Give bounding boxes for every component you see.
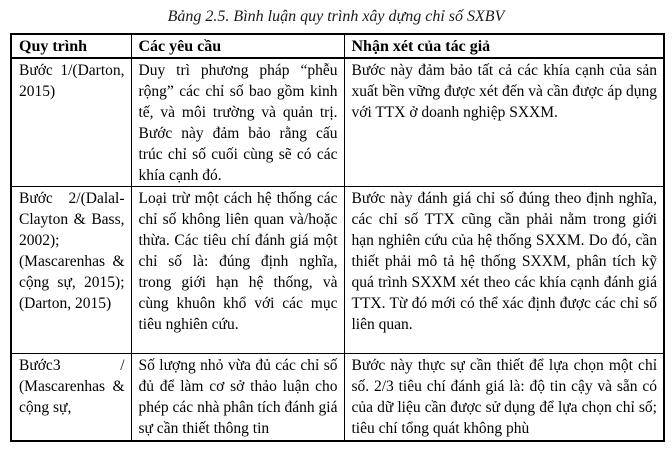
column-header-comments: Nhận xét của tác giả (344, 34, 664, 58)
column-header-process: Quy trình (11, 34, 131, 58)
table-row (11, 187, 664, 354)
cell-comments: Bước này đảm bảo tất cả các khía cạnh của sản xuất bền vững được xét đến và cần được áp dụng với TTX ở doanh nghiệp SXXM. (344, 58, 664, 187)
table-header-row (11, 34, 664, 58)
table-row (11, 58, 664, 187)
cell-process: Bước3 / (Mascarenhas & cộng sự, (11, 354, 131, 441)
cell-requirements: Duy trì phương pháp “phễu rộng” các chỉ số bao gồm kinh tế, và môi trường và quản trị. Bước này đảm bảo rằng cấu trúc chỉ số cuối cùng sẽ có các khía cạnh đó. (131, 58, 344, 187)
cell-process: Bước 1/(Darton, 2015) (11, 58, 131, 187)
cell-requirements: Số lượng nhỏ vừa đủ các chỉ số đủ để làm cơ sở thảo luận cho phép các nhà phân tích đánh giá sự cần thiết thông tin (131, 354, 344, 441)
review-table (10, 33, 665, 442)
table-caption: Bảng 2.5. Bình luận quy trình xây dựng chỉ số SXBV (167, 8, 505, 25)
cell-process: Bước 2/(Dalal-Clayton & Bass, 2002); (Mascarenhas & cộng sự, 2015); (Darton, 2015) (11, 187, 131, 354)
column-header-requirements: Các yêu cầu (131, 34, 344, 58)
cell-comments: Bước này thực sự cần thiết để lựa chọn một chỉ số. 2/3 tiêu chí đánh giá là: độ tin cậy và sẵn có của dữ liệu cần được sử dụng để lựa chọn chỉ số; tiêu chí tổng quát không phù (344, 354, 664, 441)
cell-requirements: Loại trừ một cách hệ thống các chỉ số không liên quan và/hoặc thừa. Các tiêu chí đánh giá một chỉ số là: đúng định nghĩa, trong giới hạn hệ thống, và cùng khuôn khổ với các mục tiêu nghiên cứu. (131, 187, 344, 354)
table-row (11, 354, 664, 441)
cell-comments: Bước này đánh giá chỉ số đúng theo định nghĩa, các chỉ số TTX cũng cần phải nằm trong giới hạn nghiên cứu của hệ thống SXXM. Do đó, cần thiết phải mô tả hệ thống SXXM, phân tích kỹ quá trình SXXM xét theo các khía cạnh đánh giá TTX. Từ đó mới có thể xác định được các chỉ số liên quan. (344, 187, 664, 354)
